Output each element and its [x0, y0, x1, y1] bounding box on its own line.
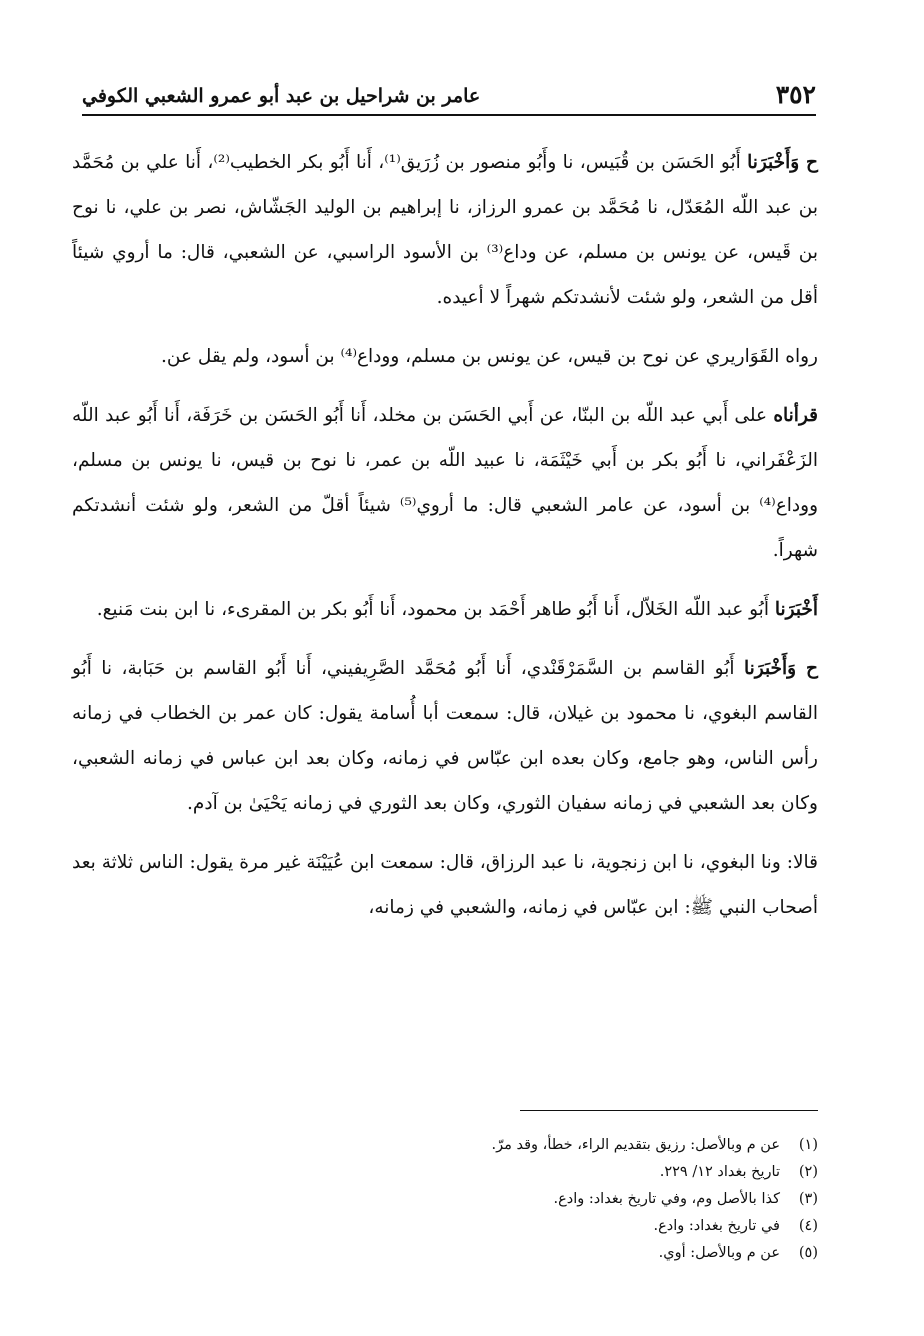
- paragraph-lead: أَخْبَرَنا: [774, 599, 818, 620]
- paragraph-lead: ح وَأَخْبَرَنا: [743, 658, 818, 679]
- footnote-text: عن م وبالأصل: أوي.: [658, 1245, 780, 1261]
- paragraph-text: قالا: ونا البغوي، نا ابن زنجوية، نا عبد الرزاق، قال: سمعت ابن عُيَيْنَة غير مرة يقول: الناس ثلاثة بعد أصحاب النبي ﷺ: ابن عبّاس في زمانه، والشعبي في زمانه،: [72, 852, 818, 918]
- paragraph-lead: ح وَأَخْبَرَنا: [747, 152, 818, 173]
- footnote-text: في تاريخ بغداد: وادع.: [653, 1218, 780, 1234]
- footnote-number: (١): [798, 1137, 818, 1153]
- paragraph-lead: قرأناه: [773, 405, 818, 426]
- footnotes: [178, 1132, 818, 1267]
- footnote-text: تاريخ بغداد ١٢/ ٢٢٩.: [659, 1164, 780, 1180]
- footnote-number: (٣): [798, 1191, 818, 1207]
- page-number: ٣٥٢: [775, 80, 816, 109]
- footnote-text: كذا بالأصل وم، وفي تاريخ بغداد: وادع.: [553, 1191, 780, 1207]
- footnote: [178, 1213, 818, 1240]
- footnote-number: (٢): [798, 1164, 818, 1180]
- footnote-text: عن م وبالأصل: رزيق بتقديم الراء، خطأ، وقد مرّ.: [491, 1137, 780, 1153]
- page-header: [82, 78, 816, 116]
- paragraph: [72, 840, 818, 930]
- footnote: [178, 1240, 818, 1267]
- paragraph-text: على أَبي عبد اللّه بن البنّا، عن أَبي الحَسَن بن مخلد، أَنا أَبُو الحَسَن بن خَرَفَة، أَنا أَبُو عبد اللّه الزَعْفَراني، نا أَبُو بكر بن أَبي خَيْثَمَة، نا عبيد اللّه بن عمر، نا نوح بن قيس، نا يونس بن مسلم، ووداع⁽⁴⁾ بن أسود، عن عامر الشعبي قال: ما أروي⁽⁵⁾ شيئاً أقلّ من الشعر، ولو شئت أنشدتكم شهراً.: [72, 405, 818, 561]
- paragraph: [72, 393, 818, 573]
- footnote-number: (٤): [798, 1218, 818, 1234]
- paragraph-text: أَبُو الحَسَن بن قُبَيس، نا وأَبُو منصور بن زُرَيق⁽¹⁾، أَنا أَبُو بكر الخطيب⁽²⁾، أَنا علي بن مُحَمَّد بن عبد اللّه المُعَدّل، نا مُحَمَّد بن عمرو الرزاز، نا إبراهيم بن الوليد الجَشّاش، نصر بن علي، نا نوح بن قَيس، عن يونس بن مسلم، عن وداع⁽³⁾ بن الأسود الراسبي، عن الشعبي، قال: ما أروي شيئاً أقل من الشعر، ولو شئت لأنشدتكم شهراً لا أعيده.: [72, 152, 819, 308]
- paragraph-text: أَبُو القاسم بن السَّمَرْقَنْدي، أَنا أَبُو مُحَمَّد الصَّرِيفيني، أَنا أَبُو القاسم بن حَبَابة، نا أَبُو القاسم البغوي، نا محمود بن غيلان، قال: سمعت أبا أُسامة يقول: كان عمر بن الخطاب في زمانه رأس الناس، وهو جامع، وكان بعده ابن عبّاس في زمانه، وكان بعد ابن عباس في زمانه الشعبي، وكان بعد الشعبي في زمانه سفيان الثوري، وكان بعد الثوري في زمانه يَحْيَىٰ بن آدم.: [72, 658, 818, 814]
- paragraph: [72, 587, 818, 632]
- paragraph: [72, 334, 818, 379]
- paragraph-text: رواه القَوَاريري عن نوح بن قيس، عن يونس بن مسلم، ووداع⁽⁴⁾ بن أسود، ولم يقل عن.: [161, 346, 818, 367]
- footnote: [178, 1159, 818, 1186]
- footnote-separator: [520, 1110, 818, 1111]
- footnote: [178, 1132, 818, 1159]
- paragraph-text: أَبُو عبد اللّه الخَلاّل، أَنا أَبُو طاهر أَحْمَد بن محمود، أَنا أَبُو بكر بن المقرىء، نا ابن بنت مَنيع.: [96, 599, 775, 620]
- footnote: [178, 1186, 818, 1213]
- paragraph: [72, 140, 818, 320]
- footnote-number: (٥): [798, 1245, 818, 1261]
- running-title: عامر بن شراحيل بن عبد أبو عمرو الشعبي الكوفي: [82, 85, 481, 107]
- main-text: [72, 140, 818, 944]
- paragraph: [72, 646, 818, 826]
